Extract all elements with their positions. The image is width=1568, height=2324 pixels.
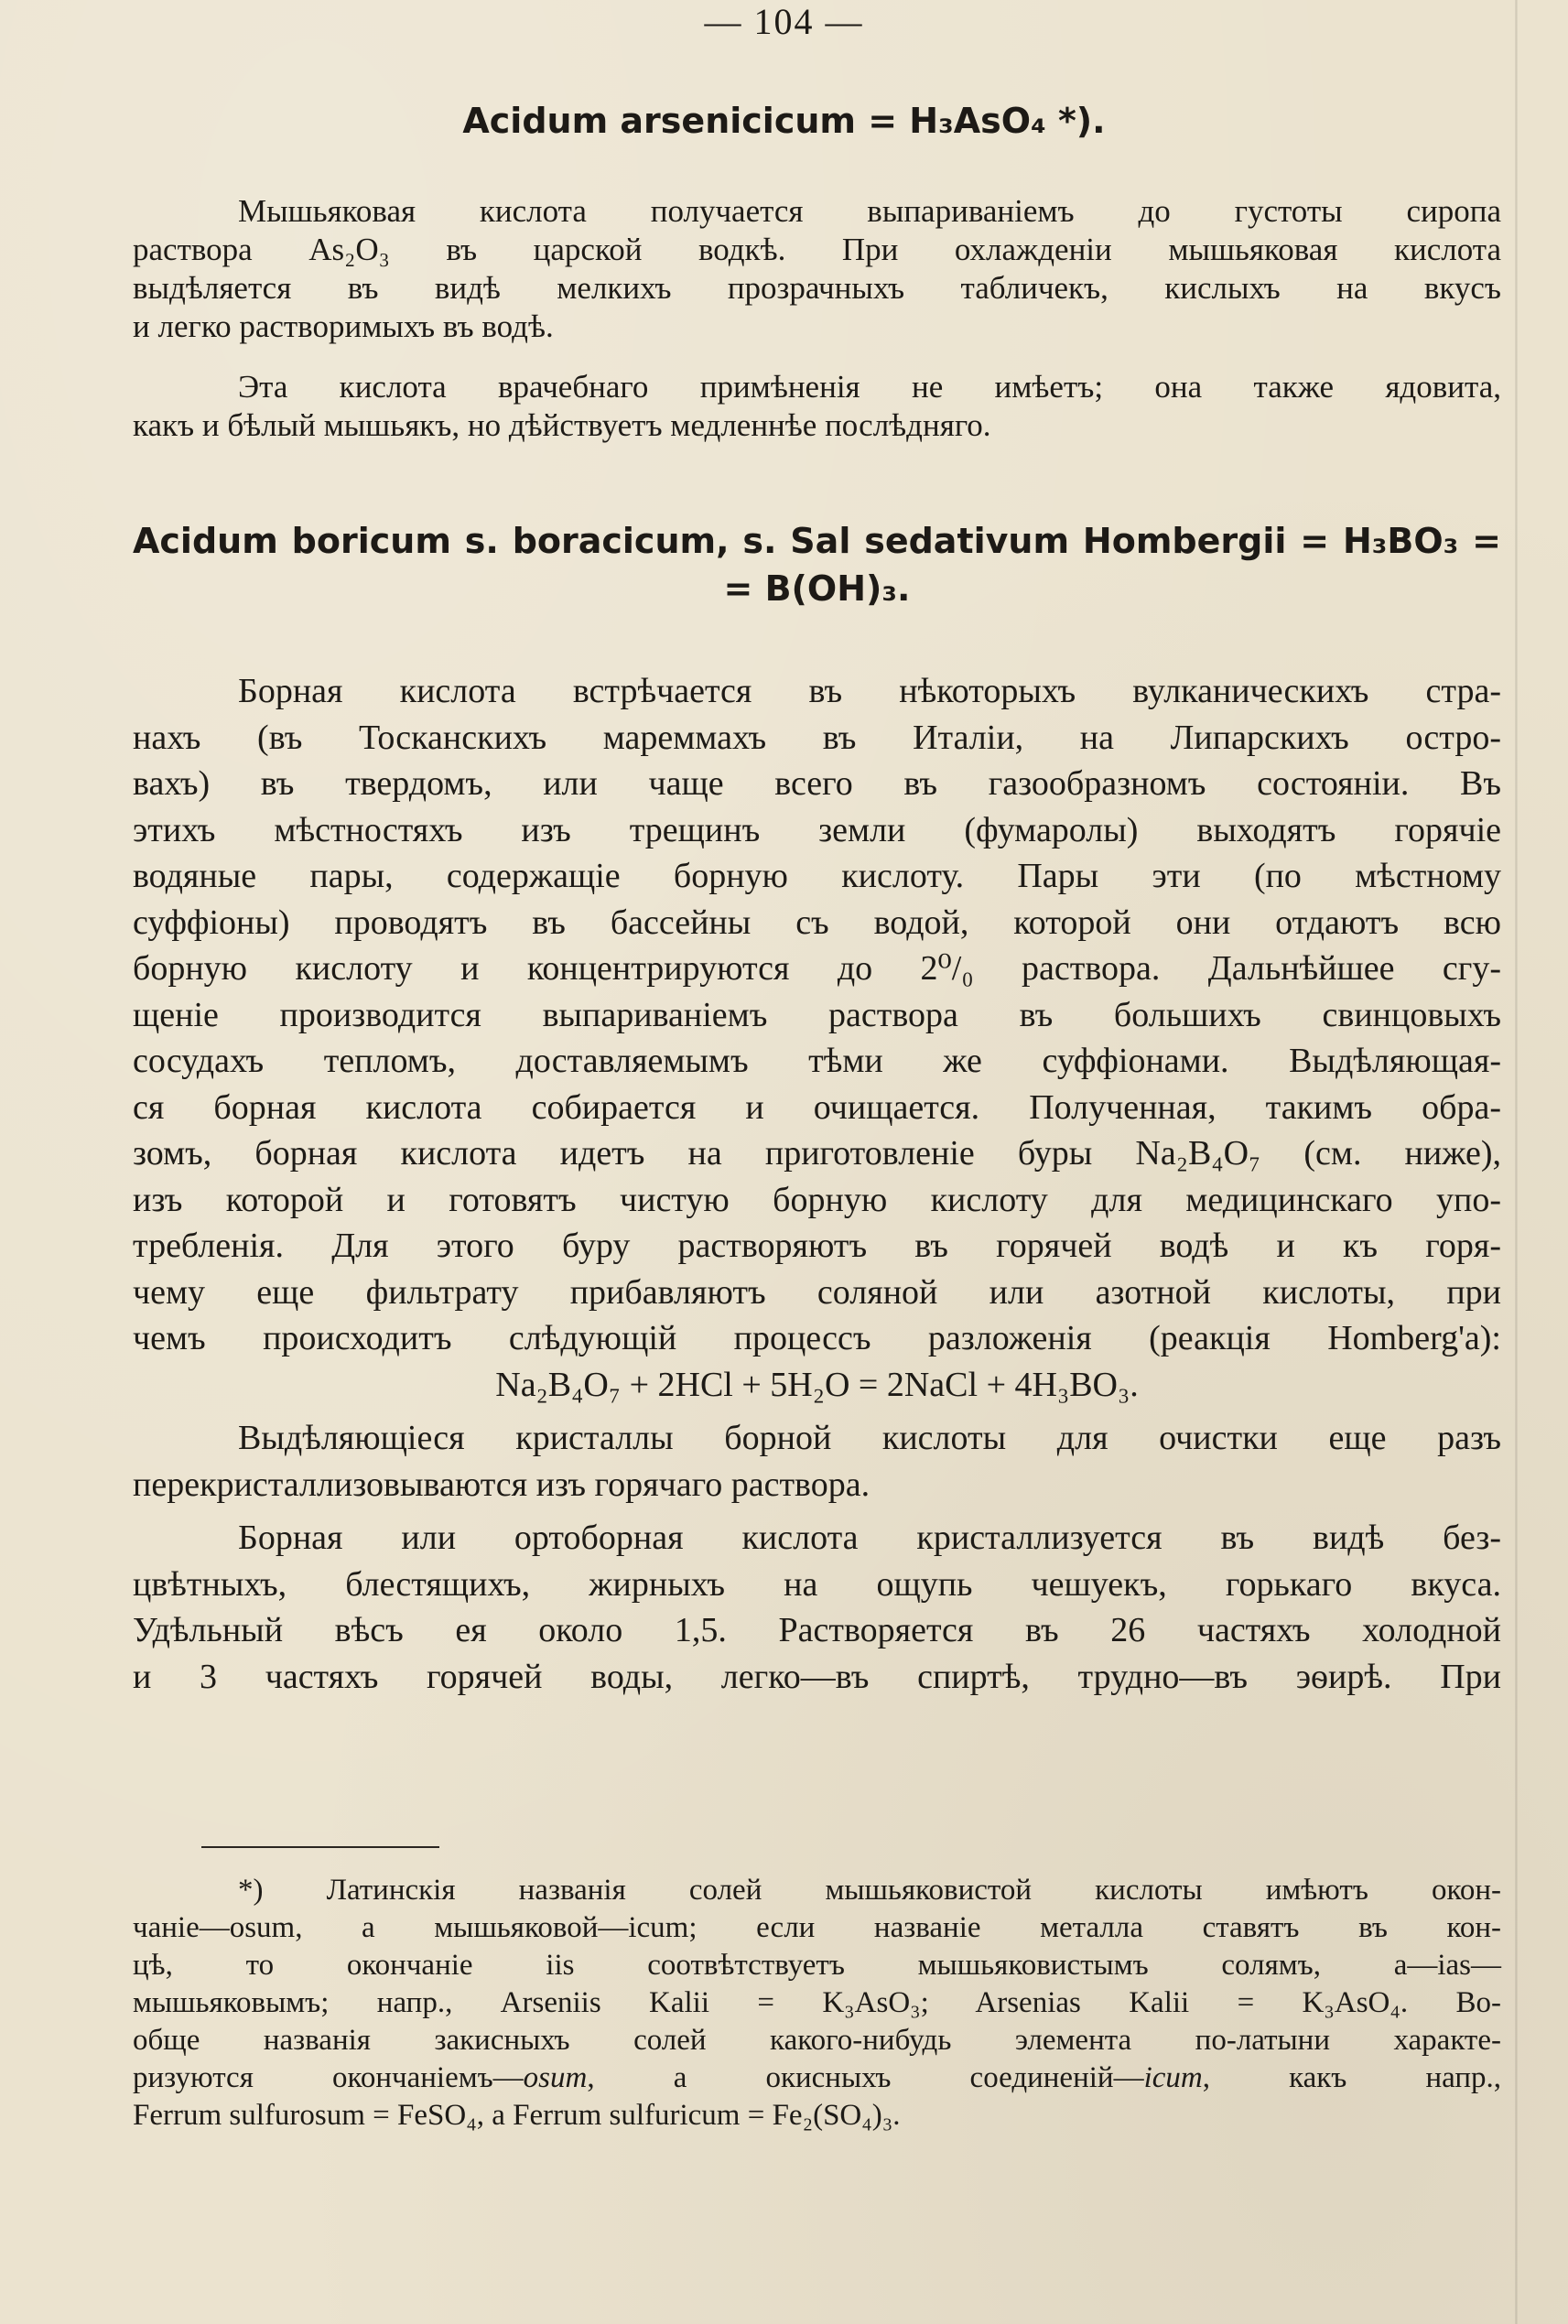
section-title-line: Acidum boricum s. boracicum, s. Sal sedativum Hombergii = H₃BO₃ = (133, 521, 1501, 561)
footnote-text: , какъ напр., (1202, 2061, 1502, 2094)
footnote-line: чаніе—osum, а мышьяковой—icum; если названіе металла ставятъ въ кон- (133, 1911, 1501, 1944)
text-line: цвѣтныхъ, блестящихъ, жирныхъ на ощупь чешуекъ, горькаго вкуса. (133, 1564, 1501, 1604)
footnote-text: , а окисныхъ соединеній— (587, 2061, 1144, 2094)
page-fold-shadow (1515, 0, 1518, 2324)
text-line: выдѣляется въ видѣ мелкихъ прозрачныхъ табличекъ, кислыхъ на вкусъ (133, 270, 1501, 306)
text-line: щеніе производится выпариваніемъ раствора въ большихъ свинцовыхъ (133, 995, 1501, 1034)
section-title-acidum-arsenicicum: Acidum arsenicicum = H₃AsO₄ *). (462, 101, 1106, 141)
footnote-line-mixed (133, 2059, 1501, 2097)
text-line: нахъ (въ Тосканскихъ мареммахъ въ Италіи, на Липарскихъ остро- (133, 718, 1501, 757)
paragraph-arsenic-acid-use (133, 368, 1501, 445)
footnote (133, 1872, 1501, 2135)
footnote-line: Ferrum sulfurosum = FeSO₄, а Ferrum sulfuricum = Fe₂(SO₄)₃. (133, 2099, 901, 2132)
footnote-line: обще названія закисныхъ солей какого-нибудь элемента по-латыни характе- (133, 2024, 1501, 2057)
text-line: Выдѣляющіеся кристаллы борной кислоты для очистки еще разъ (238, 1419, 1501, 1457)
text-line: зомъ, борная кислота идетъ на приготовленіе буры Na₂B₄O₇ (см. ниже), (133, 1134, 1501, 1173)
text-line: перекристаллизовываются изъ горячаго раствора. (133, 1465, 871, 1504)
footnote-italic-term: osum (523, 2061, 588, 2094)
text-line: борную кислоту и концентрируются до 2⁰/₀ раствора. Дальнѣйшее сгу- (133, 949, 1501, 988)
paragraph-arsenic-acid-preparation (133, 192, 1501, 346)
text-line: и 3 частяхъ горячей воды, легко—въ спиртѣ, трудно—въ эѳирѣ. При (133, 1657, 1501, 1696)
text-line: Мышьяковая кислота получается выпариваніемъ до густоты сиропа (238, 193, 1501, 229)
text-line: чемъ происходитъ слѣдующій процессъ разложенія (реакція Homberg'a): (133, 1319, 1501, 1357)
text-line: и легко растворимыхъ въ водѣ. (133, 308, 554, 344)
text-line: вахъ) въ твердомъ, или чаще всего въ газообразномъ состояніи. Въ (133, 764, 1501, 803)
boric-acid-body (133, 668, 1501, 1700)
text-line: Борная или ортоборная кислота кристаллизуется въ видѣ без- (238, 1519, 1501, 1557)
text-line: водяные пары, содержащіе борную кислоту. Пары эти (по мѣстному (133, 857, 1501, 895)
text-line: требленія. Для этого буру растворяютъ въ горячей водѣ и къ горя- (133, 1227, 1501, 1265)
page-number: — 104 — (704, 1, 864, 42)
text-line: чему еще фильтрату прибавляютъ соляной или азотной кислоты, при (133, 1272, 1501, 1312)
text-line: ся борная кислота собирается и очищается. Полученная, такимъ обра- (133, 1087, 1501, 1127)
text-line: сосудахъ тепломъ, доставляемымъ тѣми же суффіонами. Выдѣляющая- (133, 1042, 1501, 1080)
text-line: этихъ мѣстностяхъ изъ трещинъ земли (фумаролы) выходятъ горячіе (133, 810, 1501, 849)
section-title-acidum-boricum (133, 517, 1501, 612)
text-line: Борная кислота встрѣчается въ нѣкоторыхъ вулканическихъ стра- (238, 672, 1501, 710)
text-line: Эта кислота врачебнаго примѣненія не имѣетъ; она также ядовита, (238, 369, 1501, 405)
footnote-line: цѣ, то окончаніе iis соотвѣтствуетъ мышьяковистымъ солямъ, а—ias— (133, 1949, 1501, 1982)
footnote-divider (201, 1846, 439, 1848)
footnote-line: *) Латинскія названія солей мышьяковистой кислоты имѣютъ окон- (238, 1874, 1501, 1907)
text-line: изъ которой и готовятъ чистую борную кислоту для медицинскаго упо- (133, 1180, 1501, 1219)
section-title-line: = B(OH)₃. (723, 568, 911, 609)
text-line: суффіоны) проводятъ въ бассейны съ водой, которой они отдаютъ всю (133, 903, 1501, 942)
text-line: какъ и бѣлый мышьякъ, но дѣйствуетъ медленнѣе послѣдняго. (133, 407, 991, 443)
footnote-italic-term: icum (1143, 2061, 1203, 2094)
text-line: раствора As₂O₃ въ царской водкѣ. При охлажденіи мышьяковая кислота (133, 232, 1501, 267)
footnote-text: ризуются окончаніемъ— (133, 2061, 524, 2094)
footnote-line: мышьяковымъ; напр., Arseniis Kalii = K₃AsO₃; Arsenias Kalii = K₃AsO₄. Во- (133, 1986, 1501, 2019)
text-line: Удѣльный вѣсъ ея около 1,5. Растворяется въ 26 частяхъ холодной (133, 1611, 1501, 1649)
reaction-formula: Na₂B₄O₇ + 2HCl + 5H₂O = 2NaCl + 4H₃BO₃. (495, 1365, 1139, 1404)
